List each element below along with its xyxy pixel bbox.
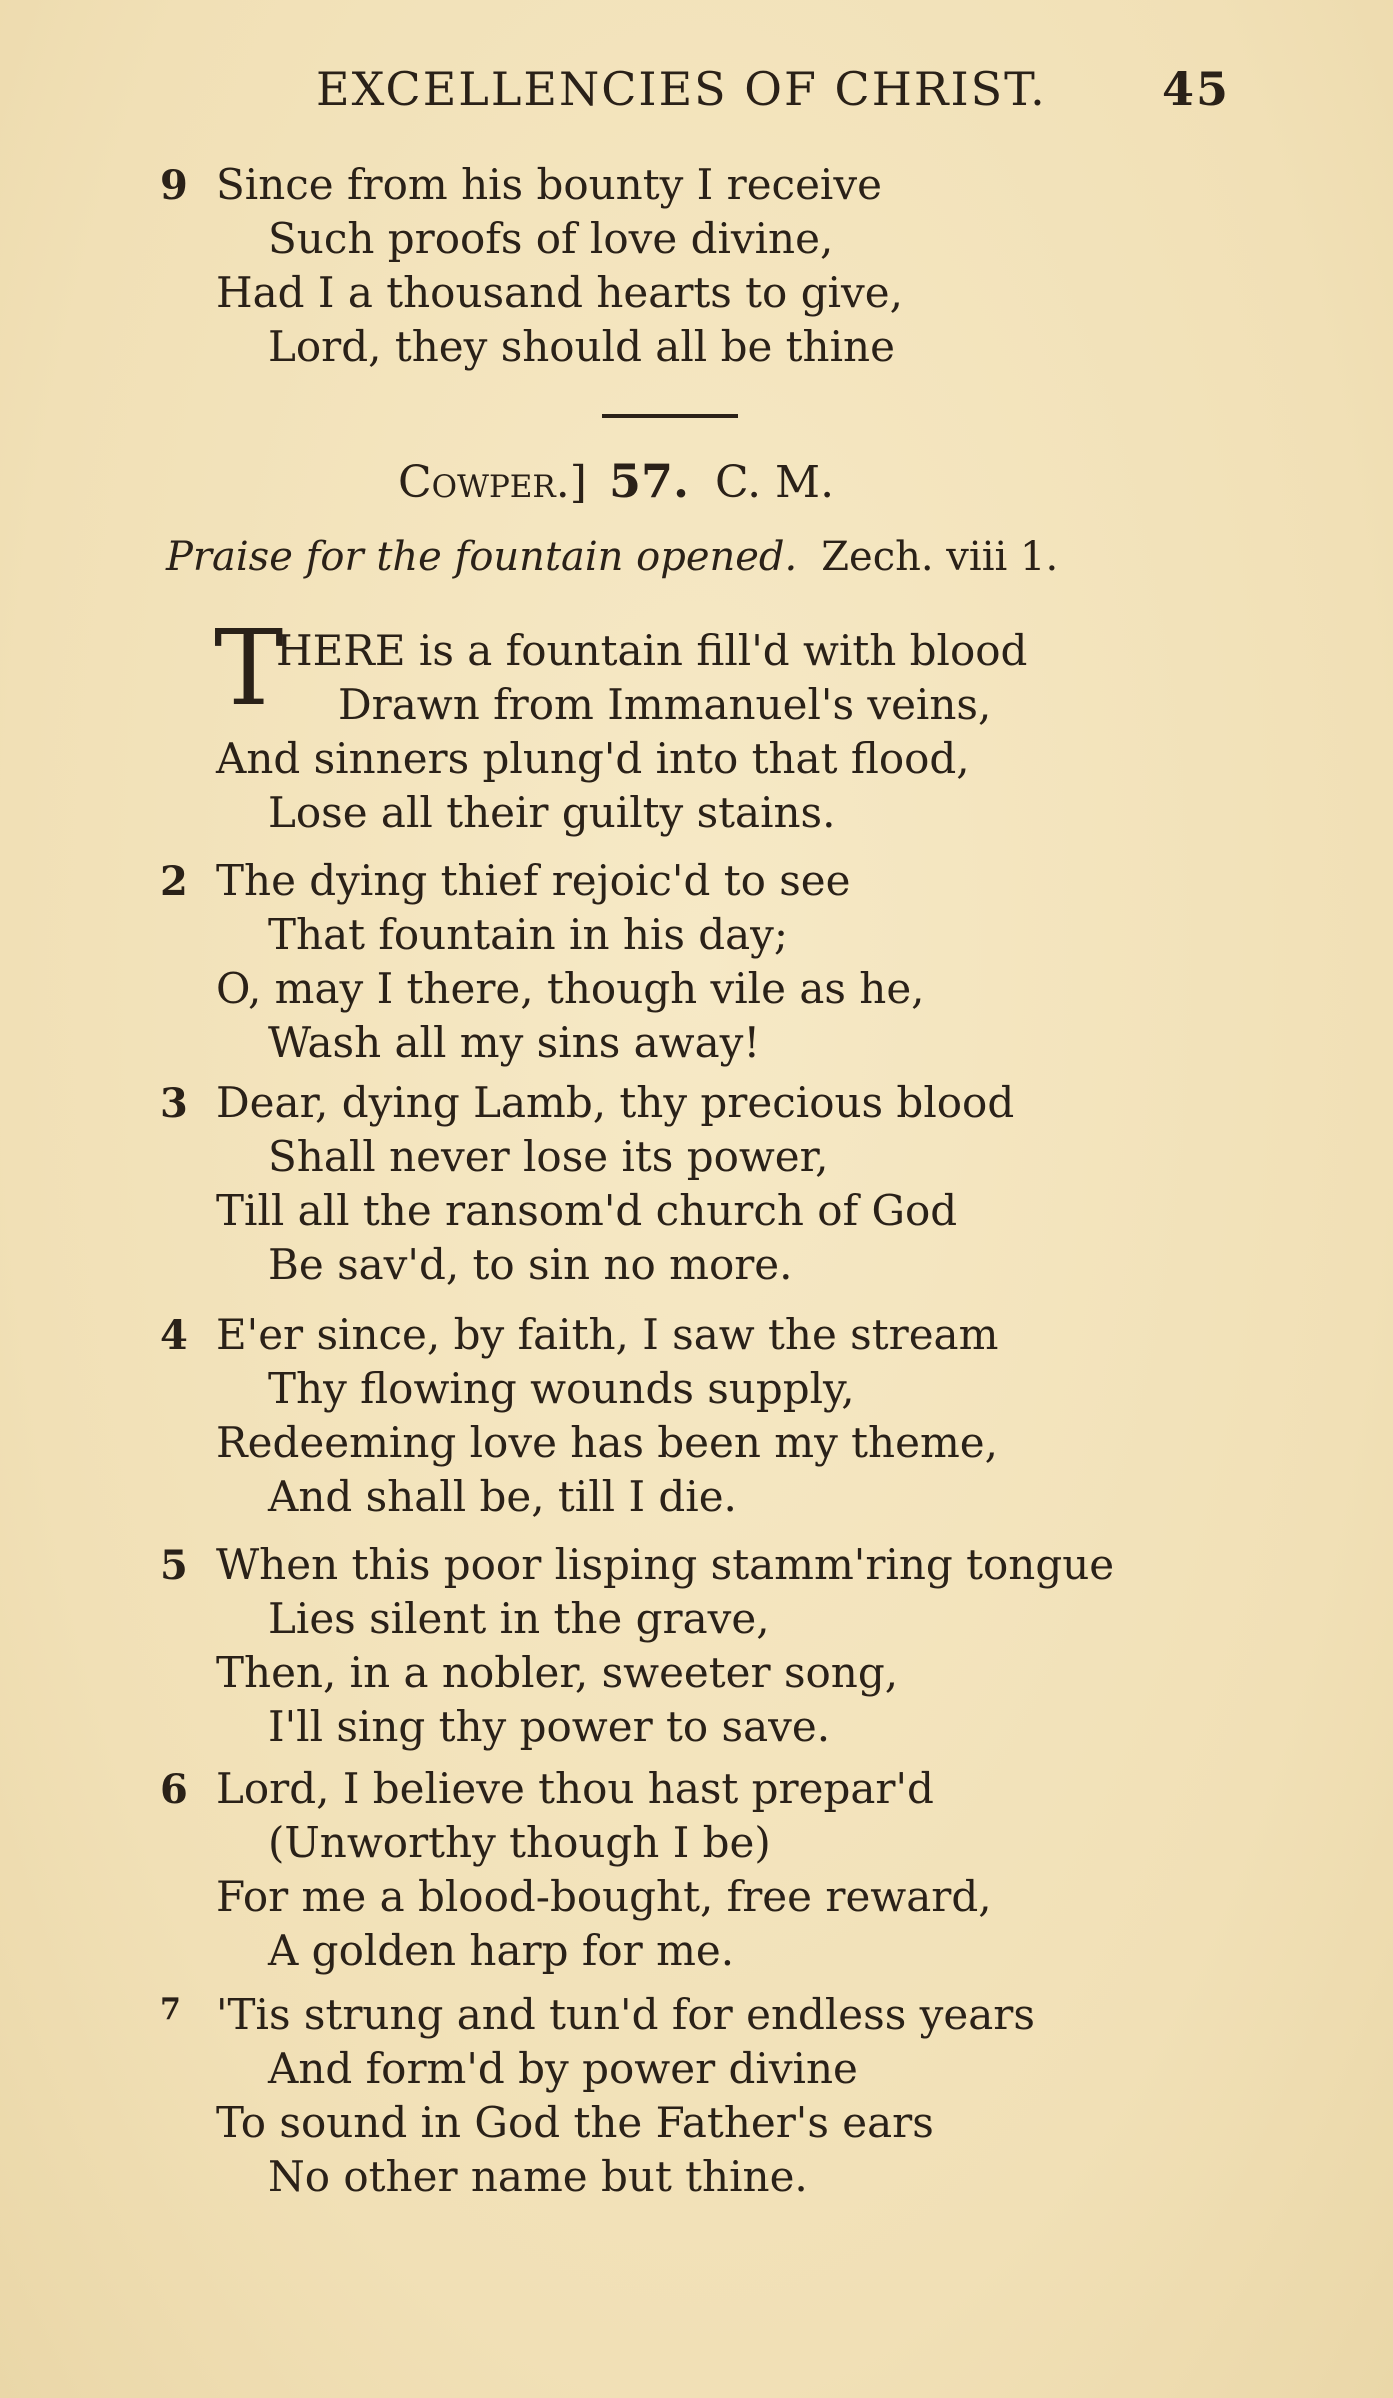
page-header <box>316 62 1246 132</box>
verse-line: Thy flowing wounds supply, <box>268 1364 855 1413</box>
verse-line: That fountain in his day; <box>268 910 789 959</box>
page-number: 45 <box>1161 62 1230 116</box>
verse-line: 'Tis strung and tun'd for endless years <box>216 1990 1035 2039</box>
verse-line: When this poor lisping stamm'ring tongue <box>216 1540 1115 1589</box>
verse-line: And form'd by power divine <box>268 2044 858 2093</box>
verse-line: Then, in a nobler, sweeter song, <box>216 1648 899 1697</box>
verse-line: Dear, dying Lamb, thy precious blood <box>216 1078 1015 1127</box>
verse-line: Lose all their guilty stains. <box>268 788 836 837</box>
stanza-number: 4 <box>160 1312 188 1359</box>
verse-line: To sound in God the Father's ears <box>216 2098 934 2147</box>
hymn-theme: Praise for the fountain opened. <box>166 534 798 580</box>
scripture-reference: Zech. viii 1. <box>821 534 1059 580</box>
hymn-author: Cowper.] <box>398 457 587 508</box>
verse-line: Drawn from Immanuel's veins, <box>338 680 992 729</box>
verse-line: Had I a thousand hearts to give, <box>216 268 903 317</box>
hymn-heading <box>398 454 834 508</box>
hymn-subtitle <box>166 534 1058 580</box>
verse-line: And sinners plung'd into that flood, <box>216 734 970 783</box>
verse-line: For me a blood-bought, free reward, <box>216 1872 992 1921</box>
verse-line: A golden harp for me. <box>268 1926 735 1975</box>
verse-line: Lies silent in the grave, <box>268 1594 770 1643</box>
verse-line: Be sav'd, to sin no more. <box>268 1240 793 1289</box>
verse-line: (Unworthy though I be) <box>268 1818 771 1867</box>
verse-line: O, may I there, though vile as he, <box>216 964 925 1013</box>
verse-line: HERE is a fountain fill'd with blood <box>276 626 1028 675</box>
verse-line: Such proofs of love divine, <box>268 214 834 263</box>
stanza-number: 7 <box>160 1992 181 2027</box>
section-divider <box>602 414 738 418</box>
stanza-number: 2 <box>160 858 188 905</box>
hymn-number: 57. <box>608 454 689 508</box>
verse-line: Wash all my sins away! <box>268 1018 761 1067</box>
verse-line: I'll sing thy power to save. <box>268 1702 831 1751</box>
verse-line: The dying thief rejoic'd to see <box>216 856 851 905</box>
verse-line: Till all the ransom'd church of God <box>216 1186 958 1235</box>
verse-line: No other name but thine. <box>268 2152 808 2201</box>
drop-cap: T <box>214 607 284 729</box>
stanza-number: 5 <box>160 1542 188 1589</box>
verse-line: Redeeming love has been my theme, <box>216 1418 998 1467</box>
hymn-meter: C. M. <box>714 457 835 508</box>
stanza-number: 9 <box>160 162 188 209</box>
verse-line: And shall be, till I die. <box>268 1472 737 1521</box>
verse-line: Lord, they should all be thine <box>268 322 895 371</box>
running-title: EXCELLENCIES OF CHRIST. <box>316 62 1047 116</box>
stanza-number: 6 <box>160 1766 188 1813</box>
verse-line: Lord, I believe thou hast prepar'd <box>216 1764 934 1813</box>
stanza-number: 3 <box>160 1080 188 1127</box>
verse-line: E'er since, by faith, I saw the stream <box>216 1310 999 1359</box>
verse-line: Shall never lose its power, <box>268 1132 829 1181</box>
verse-line: Since from his bounty I receive <box>216 160 882 209</box>
